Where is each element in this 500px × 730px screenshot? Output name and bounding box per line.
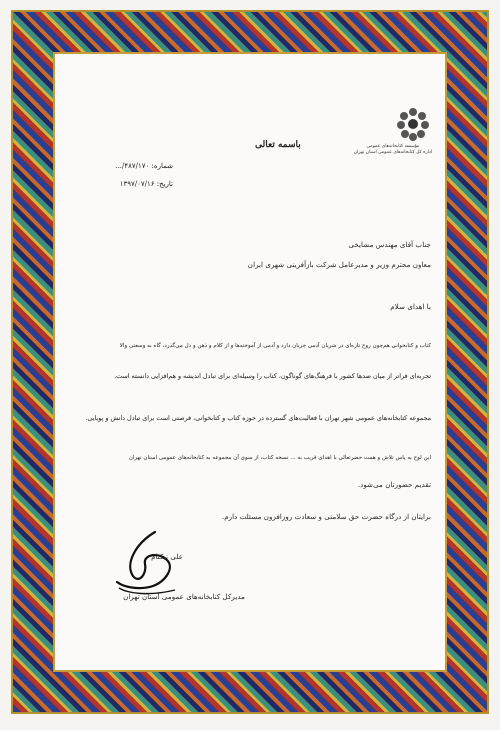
body-paragraph-2: مجموعه کتابخانه‌های عمومی شهر تهران با فعالیت‌های گسترده در حوزه کتاب و کتابخوانی، فرصتی است برای تبادل دانش و پویایی. xyxy=(85,414,431,422)
signer-name: علی نیکنام xyxy=(151,552,183,561)
letter-content xyxy=(55,54,445,670)
signer-title: مدیرکل کتابخانه‌های عمومی استان تهران xyxy=(123,592,245,601)
greeting: با اهدای سلام xyxy=(390,302,431,311)
recipient: جناب آقای مهندس مشایخی xyxy=(348,240,431,249)
body-paragraph-3b: تقدیم حضورتان می‌شود. xyxy=(357,480,431,489)
org-line-1: مؤسسه کتابخانه‌های عمومی xyxy=(366,144,420,149)
letter-number: شماره: ۴۸۷/۱۷۰/... xyxy=(115,162,173,170)
heading: باسمه تعالی xyxy=(255,140,301,150)
org-line-2: اداره کل کتابخانه‌های عمومی استان تهران xyxy=(353,150,433,155)
closing-line: برایتان از درگاه حضرت حق سلامتی و سعادت روزافزون مسئلت دارم. xyxy=(221,512,431,521)
library-logo-icon xyxy=(395,106,431,142)
organization-name xyxy=(353,144,433,156)
recipient-title: معاون محترم وزیر و مدیرعامل شرکت بازآفرینی شهری ایران xyxy=(247,260,431,269)
body-paragraph-1a: کتاب و کتابخوانی هم‌چون روح تازه‌ای در شریان آدمی جریان دارد و آدمی از آموخته‌ها و از کلام و ذهن و دل می‌گذرد، گاه به وسعتی والا xyxy=(119,343,431,349)
body-paragraph-1b: تجربه‌ای فراتر از میان صدها کشور با فرهنگ‌های گوناگون، کتاب را وسیله‌ای برای تبادل اندیشه و هم‌افزایی دانسته است. xyxy=(114,372,431,380)
body-paragraph-3a: این لوح به پاس تلاش و همت حضرتعالی با اهدای قریب به ... نسخه کتاب، از سوی آن مجموعه به کتابخانه‌های عمومی استان تهران xyxy=(128,455,431,461)
letter-date: تاریخ: ۱۳۹۷/۰۷/۱۶ xyxy=(119,180,173,188)
